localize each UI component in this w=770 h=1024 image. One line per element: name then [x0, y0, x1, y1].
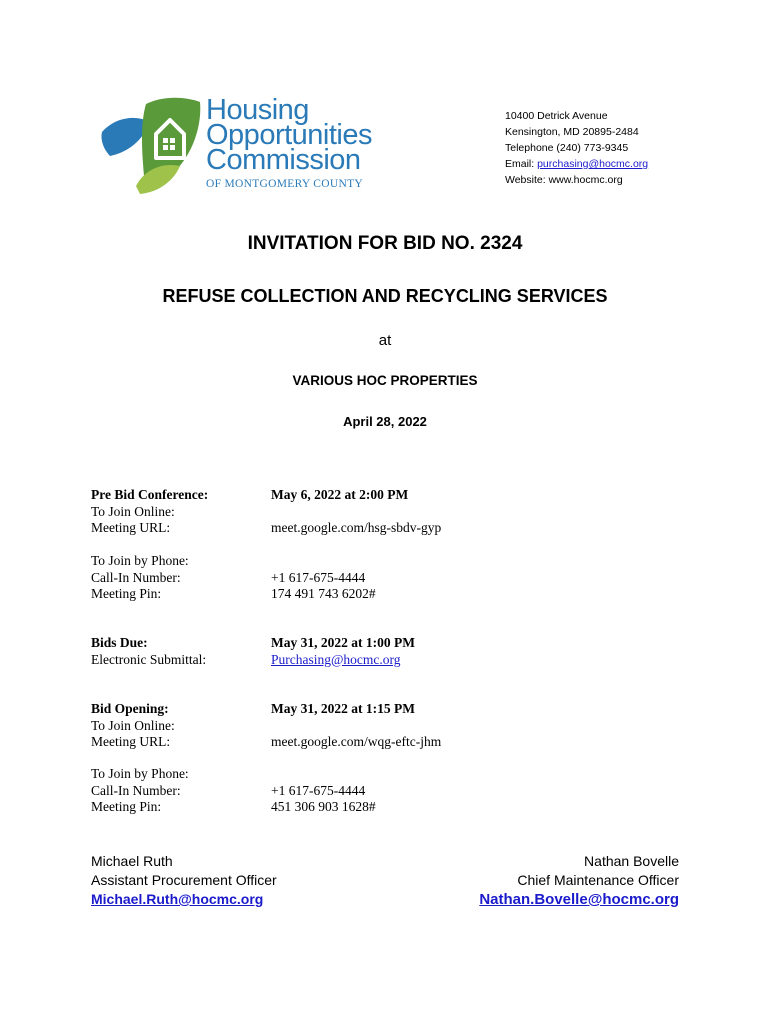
prebid-callin: +1 617-675-4444: [271, 569, 366, 585]
title-at: at: [378, 332, 392, 349]
document-title: INVITATION FOR BID NO. 2324: [247, 233, 523, 254]
signature-right-email-link[interactable]: Nathan.Bovelle@hocmc.org: [479, 891, 679, 908]
opening-date: May 31, 2022 at 1:15 PM: [271, 701, 415, 716]
opening-labels: [91, 701, 175, 751]
address-email-link[interactable]: purchasing@hocmc.org: [537, 158, 649, 170]
prebid-pin: 174 491 743 6202#: [271, 586, 376, 601]
prebid-phone-label: To Join by Phone:: [91, 553, 189, 568]
leaf-house-icon: [100, 94, 210, 204]
opening-online-label: To Join Online:: [91, 717, 175, 733]
title-date: April 28, 2022: [343, 414, 427, 429]
bids-due-email-link[interactable]: Purchasing@hocmc.org: [271, 651, 401, 667]
opening-url-label: Meeting URL:: [91, 734, 171, 749]
opening-pin: 451 306 903 1628#: [271, 799, 376, 814]
prebid-url-label: Meeting URL:: [91, 520, 171, 535]
opening-callin: +1 617-675-4444: [271, 782, 366, 798]
bids-due-values: [271, 635, 415, 668]
bids-due-date: May 31, 2022 at 1:00 PM: [271, 635, 415, 650]
bids-due-label: Bids Due:: [91, 635, 148, 650]
prebid-date: May 6, 2022 at 2:00 PM: [271, 487, 409, 502]
prebid-phone-labels: [91, 553, 189, 603]
prebid-online-label: To Join Online:: [91, 503, 175, 519]
signature-left-email-link[interactable]: Michael.Ruth@hocmc.org: [91, 891, 264, 907]
signature-right-title: Chief Maintenance Officer: [517, 872, 679, 888]
signature-left-title: Assistant Procurement Officer: [91, 872, 277, 888]
address-street: 10400 Detrick Avenue: [505, 110, 608, 122]
prebid-url: meet.google.com/hsg-sbdv-gyp: [271, 520, 442, 535]
address-email-row: [505, 156, 648, 172]
bids-due-submittal-label: Electronic Submittal:: [91, 651, 207, 667]
opening-phone-label: To Join by Phone:: [91, 766, 189, 781]
signature-right-name: Nathan Bovelle: [584, 853, 679, 869]
prebid-label: Pre Bid Conference:: [91, 487, 209, 502]
hoc-logo: [100, 94, 400, 204]
signature-left: [91, 852, 277, 909]
address-city: Kensington, MD 20895-2484: [505, 126, 639, 138]
title-properties: VARIOUS HOC PROPERTIES: [292, 373, 478, 388]
signature-left-name: Michael Ruth: [91, 853, 173, 869]
logo-line-2: Opportunities: [206, 119, 372, 151]
opening-label: Bid Opening:: [91, 701, 169, 716]
prebid-labels: [91, 487, 208, 537]
address-block: [505, 108, 648, 188]
logo-wordmark: [206, 94, 372, 190]
prebid-pin-label: Meeting Pin:: [91, 586, 162, 601]
address-telephone: Telephone (240) 773-9345: [505, 142, 629, 154]
opening-url: meet.google.com/wqg-eftc-jhm: [271, 734, 442, 749]
logo-line-1: Housing: [206, 94, 309, 126]
logo-line-3: Commission: [206, 144, 361, 176]
opening-phone-values: [271, 783, 376, 816]
opening-phone-labels: [91, 766, 189, 816]
address-website: Website: www.hocmc.org: [505, 174, 623, 186]
signature-right: [479, 852, 679, 909]
prebid-phone-values: [271, 570, 376, 603]
opening-pin-label: Meeting Pin:: [91, 799, 162, 814]
prebid-callin-label: Call-In Number:: [91, 569, 181, 585]
address-email-label: Email:: [505, 158, 538, 170]
logo-subline: OF MONTGOMERY COUNTY: [206, 178, 363, 190]
opening-callin-label: Call-In Number:: [91, 782, 181, 798]
document-subtitle: REFUSE COLLECTION AND RECYCLING SERVICES: [162, 286, 608, 306]
bids-due-labels: [91, 635, 206, 668]
